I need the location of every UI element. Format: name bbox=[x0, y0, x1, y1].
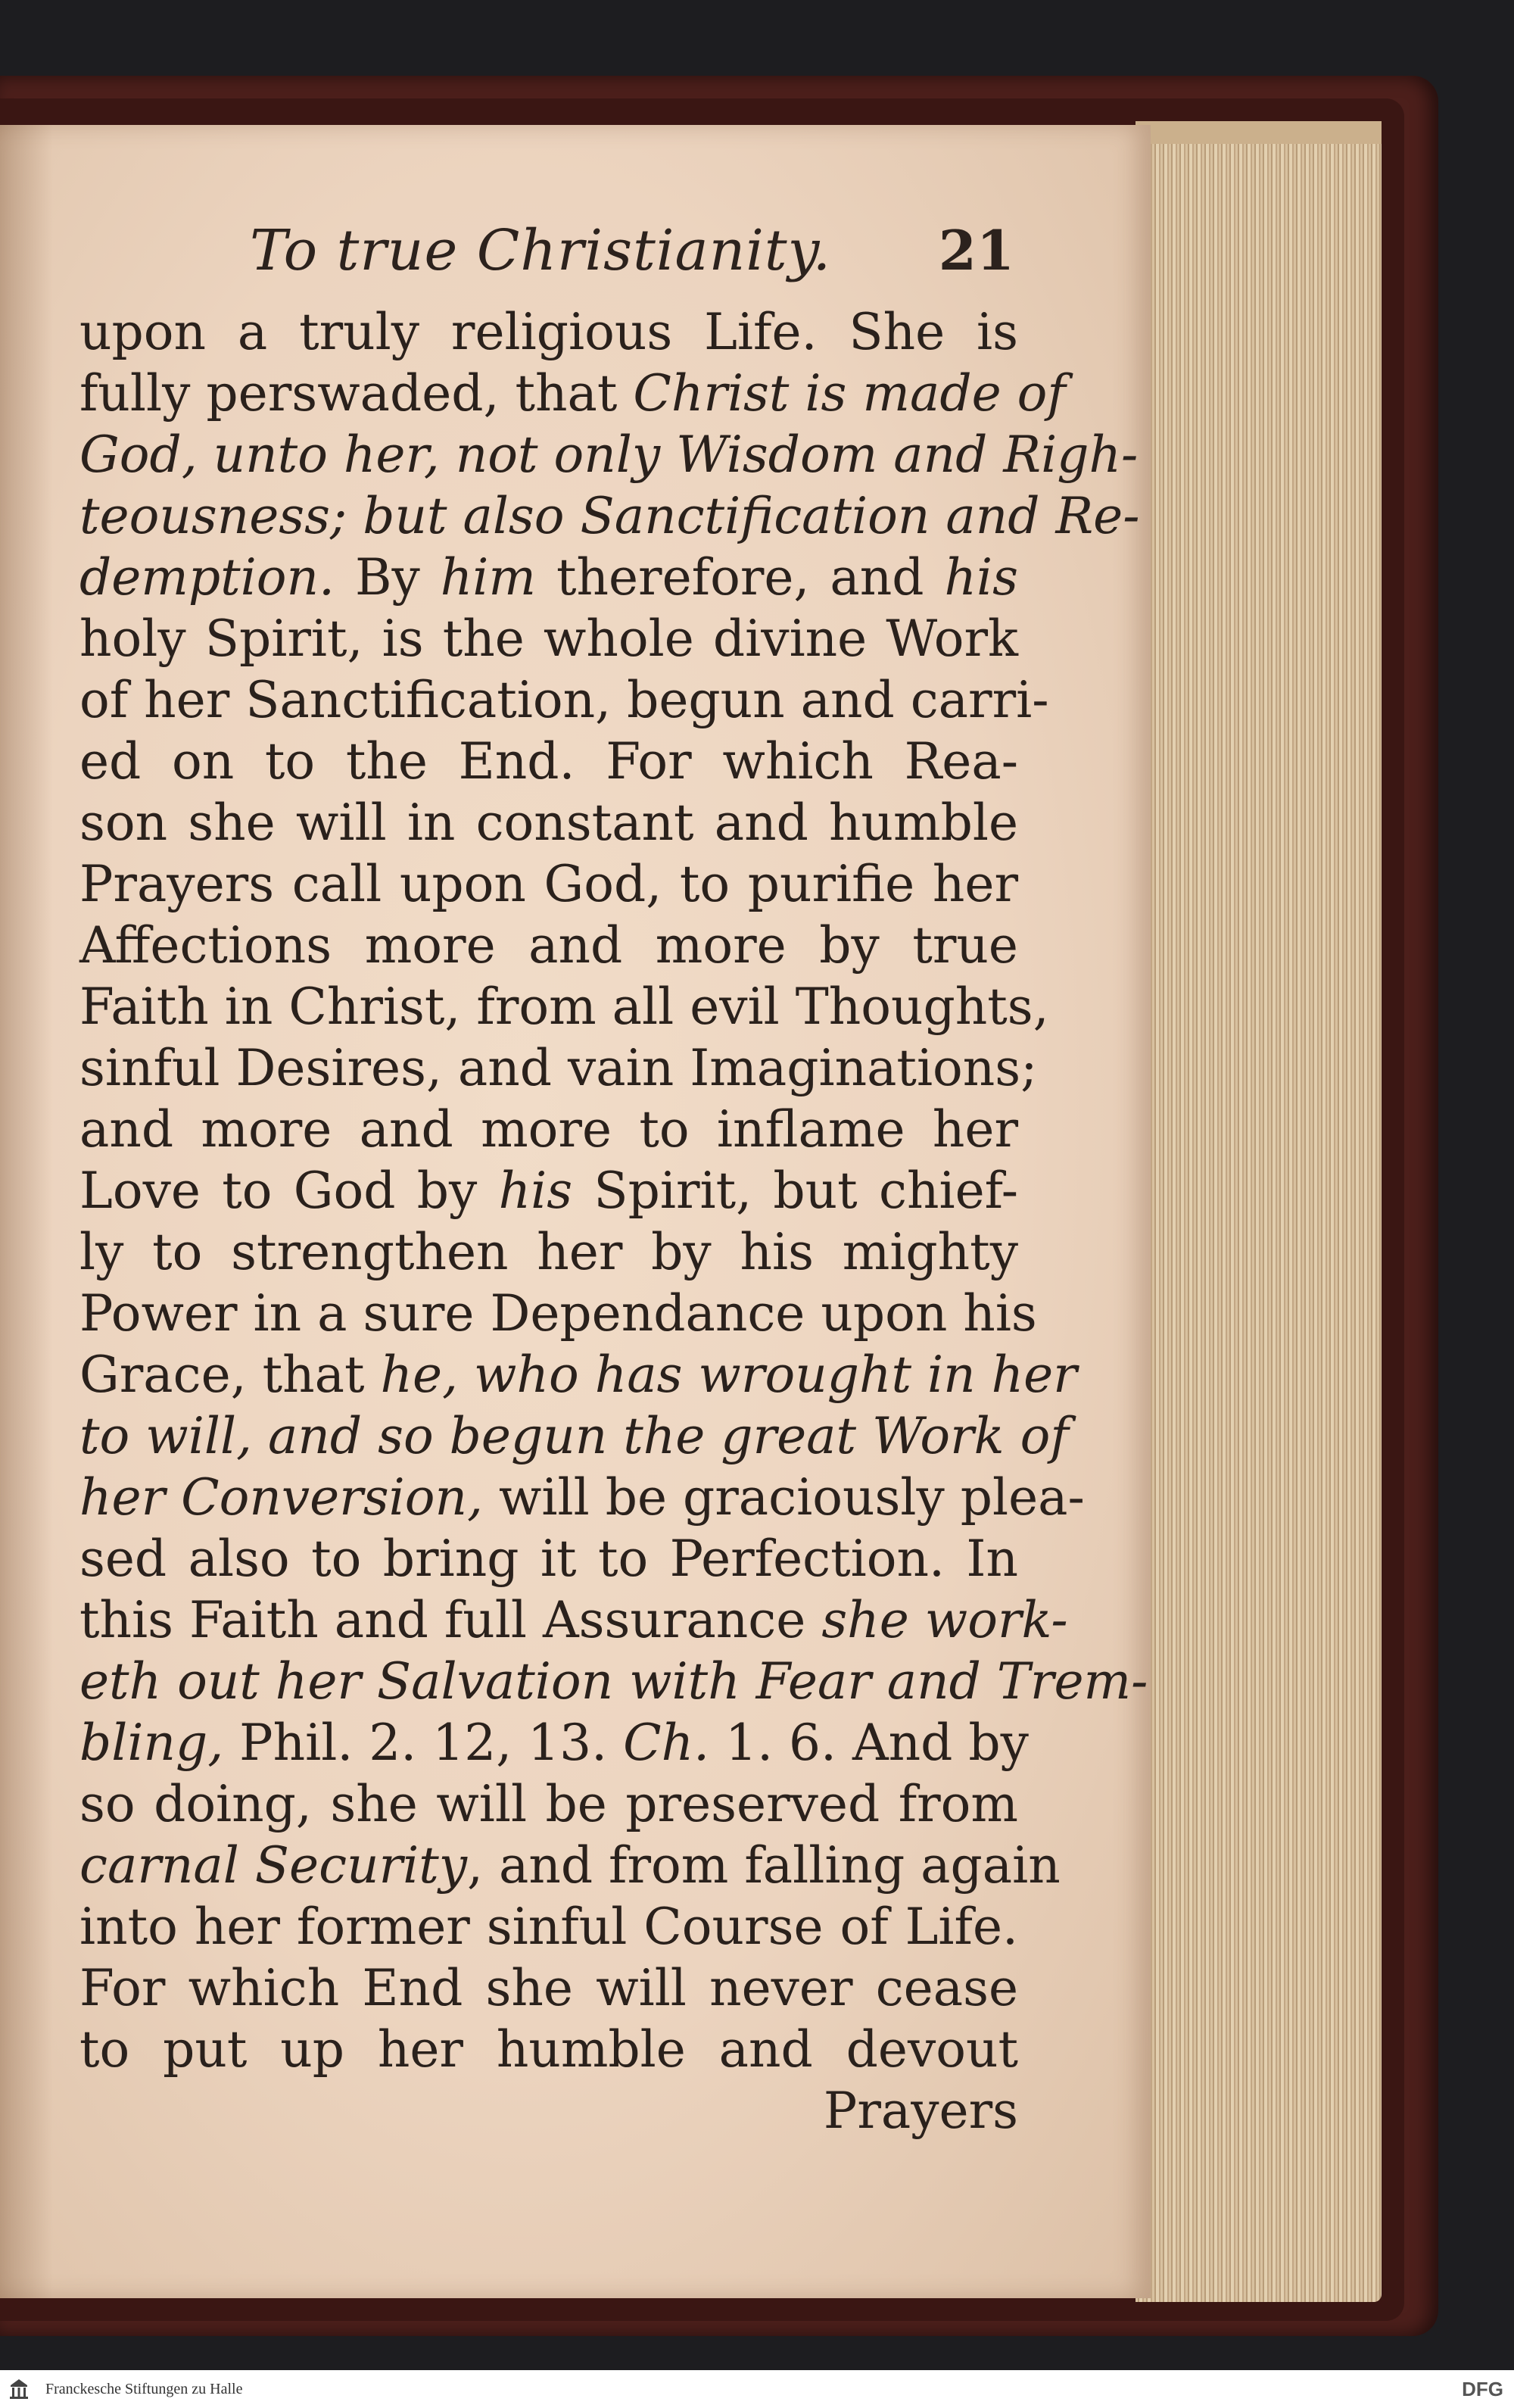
italic-run: to will, and so begun the great Work of bbox=[79, 1407, 1069, 1465]
text-run: to put up her humble and devout bbox=[79, 2020, 1018, 2079]
page-number: 21 bbox=[938, 218, 1014, 282]
text-run: ed on to the End. For which Rea- bbox=[79, 732, 1018, 791]
text-run: so doing, she will be preserved from bbox=[79, 1775, 1018, 1833]
text-run: therefore, and bbox=[535, 548, 945, 607]
text-line bbox=[79, 792, 1018, 853]
italic-run: Christ is made of bbox=[633, 364, 1066, 423]
text-run: upon a truly religious Life. She is bbox=[79, 303, 1018, 361]
italic-run: she work- bbox=[821, 1591, 1068, 1649]
text-run: Faith in Christ, from all evil Thoughts, bbox=[79, 978, 1049, 1036]
italic-run: Ch. bbox=[623, 1714, 710, 1772]
text-line bbox=[79, 976, 1049, 1037]
page-block-top bbox=[1136, 121, 1382, 144]
text-run: By bbox=[335, 548, 441, 607]
italic-run: carnal Security bbox=[79, 1836, 468, 1895]
text-run: and more and more to inflame her bbox=[79, 1100, 1018, 1159]
text-line bbox=[79, 1344, 1077, 1405]
text-run: Phil. 2. 12, 13. bbox=[223, 1714, 624, 1772]
gutter-shadow bbox=[0, 125, 53, 2298]
italic-run: bling, bbox=[79, 1714, 224, 1772]
page-block-edges bbox=[1136, 121, 1382, 2302]
institution-logo-icon bbox=[6, 2376, 32, 2402]
text-line bbox=[79, 915, 1018, 976]
text-run: holy Spirit, is the whole divine Work bbox=[79, 610, 1018, 668]
text-line bbox=[79, 1221, 1018, 1283]
text-line bbox=[79, 1957, 1018, 2019]
text-line bbox=[79, 485, 1140, 547]
text-line bbox=[79, 1773, 1018, 1835]
text-line bbox=[79, 853, 1018, 915]
text-line bbox=[79, 608, 1018, 669]
text-line bbox=[79, 301, 1018, 363]
text-line bbox=[79, 1037, 1038, 1099]
text-run: sinful Desires, and vain Imaginations; bbox=[79, 1039, 1038, 1097]
text-line bbox=[79, 363, 1066, 424]
text-line bbox=[79, 1896, 1018, 1957]
text-run: For which End she will never cease bbox=[79, 1959, 1018, 2017]
italic-run: her Conversion, bbox=[79, 1468, 483, 1527]
text-run: fully perswaded, that bbox=[79, 364, 634, 423]
text-line bbox=[79, 2080, 1018, 2141]
italic-run: he, who has wrought in her bbox=[380, 1346, 1077, 1404]
text-run: son she will in constant and humble bbox=[79, 794, 1018, 852]
italic-run: his bbox=[498, 1162, 573, 1220]
italic-run: God, unto her, not only Wisdom and Righ- bbox=[79, 426, 1139, 484]
text-run: this Faith and full Assurance bbox=[79, 1591, 822, 1649]
text-line bbox=[79, 1099, 1018, 1160]
text-run: Love to God by bbox=[79, 1162, 499, 1220]
text-line bbox=[79, 2019, 1018, 2080]
text-run: , and from falling again bbox=[467, 1836, 1061, 1895]
text-line bbox=[79, 547, 1018, 608]
running-head bbox=[250, 218, 1014, 301]
text-line bbox=[79, 1405, 1069, 1467]
text-run: Grace, that bbox=[79, 1346, 381, 1404]
text-run: of her Sanctification, begun and carri- bbox=[79, 671, 1049, 729]
text-line bbox=[79, 1528, 1018, 1589]
italic-run: demption. bbox=[79, 548, 335, 607]
viewer-footer bbox=[0, 2370, 1514, 2408]
text-line bbox=[79, 1467, 1085, 1528]
text-run: Spirit, but chief- bbox=[572, 1162, 1018, 1220]
italic-run: eth out her Salvation with Fear and Trem- bbox=[79, 1652, 1148, 1711]
text-run: Power in a sure Dependance upon his bbox=[79, 1284, 1037, 1343]
italic-run: teousness; but also Sanctification and Re- bbox=[79, 487, 1140, 545]
body-text bbox=[79, 301, 1148, 2141]
footer-credit: Franckesche Stiftungen zu Halle bbox=[45, 2381, 243, 2397]
text-run: Prayers call upon God, to purifie her bbox=[79, 855, 1018, 913]
italic-run: him bbox=[440, 548, 536, 607]
text-line bbox=[79, 1160, 1018, 1221]
text-run: into her former sinful Course of Life. bbox=[79, 1898, 1018, 1956]
italic-run: his bbox=[944, 548, 1018, 607]
text-line bbox=[79, 424, 1139, 485]
text-run: ly to strengthen her by his mighty bbox=[79, 1223, 1018, 1281]
running-title: To true Christianity. bbox=[250, 218, 832, 283]
text-run: Affections more and more by true bbox=[79, 916, 1018, 975]
text-line bbox=[79, 1712, 1029, 1773]
text-run: 1. 6. And by bbox=[709, 1714, 1029, 1772]
text-line bbox=[79, 669, 1049, 731]
text-line bbox=[79, 1835, 1061, 1896]
text-line bbox=[79, 1589, 1068, 1651]
text-run: will be graciously plea- bbox=[482, 1468, 1085, 1527]
text-run: sed also to bring it to Perfection. In bbox=[79, 1530, 1018, 1588]
text-line bbox=[79, 1283, 1037, 1344]
text-run: Prayers bbox=[823, 2082, 1018, 2140]
text-line bbox=[79, 1651, 1148, 1712]
text-line bbox=[79, 731, 1018, 792]
dfg-badge: DFG bbox=[1462, 2378, 1503, 2400]
